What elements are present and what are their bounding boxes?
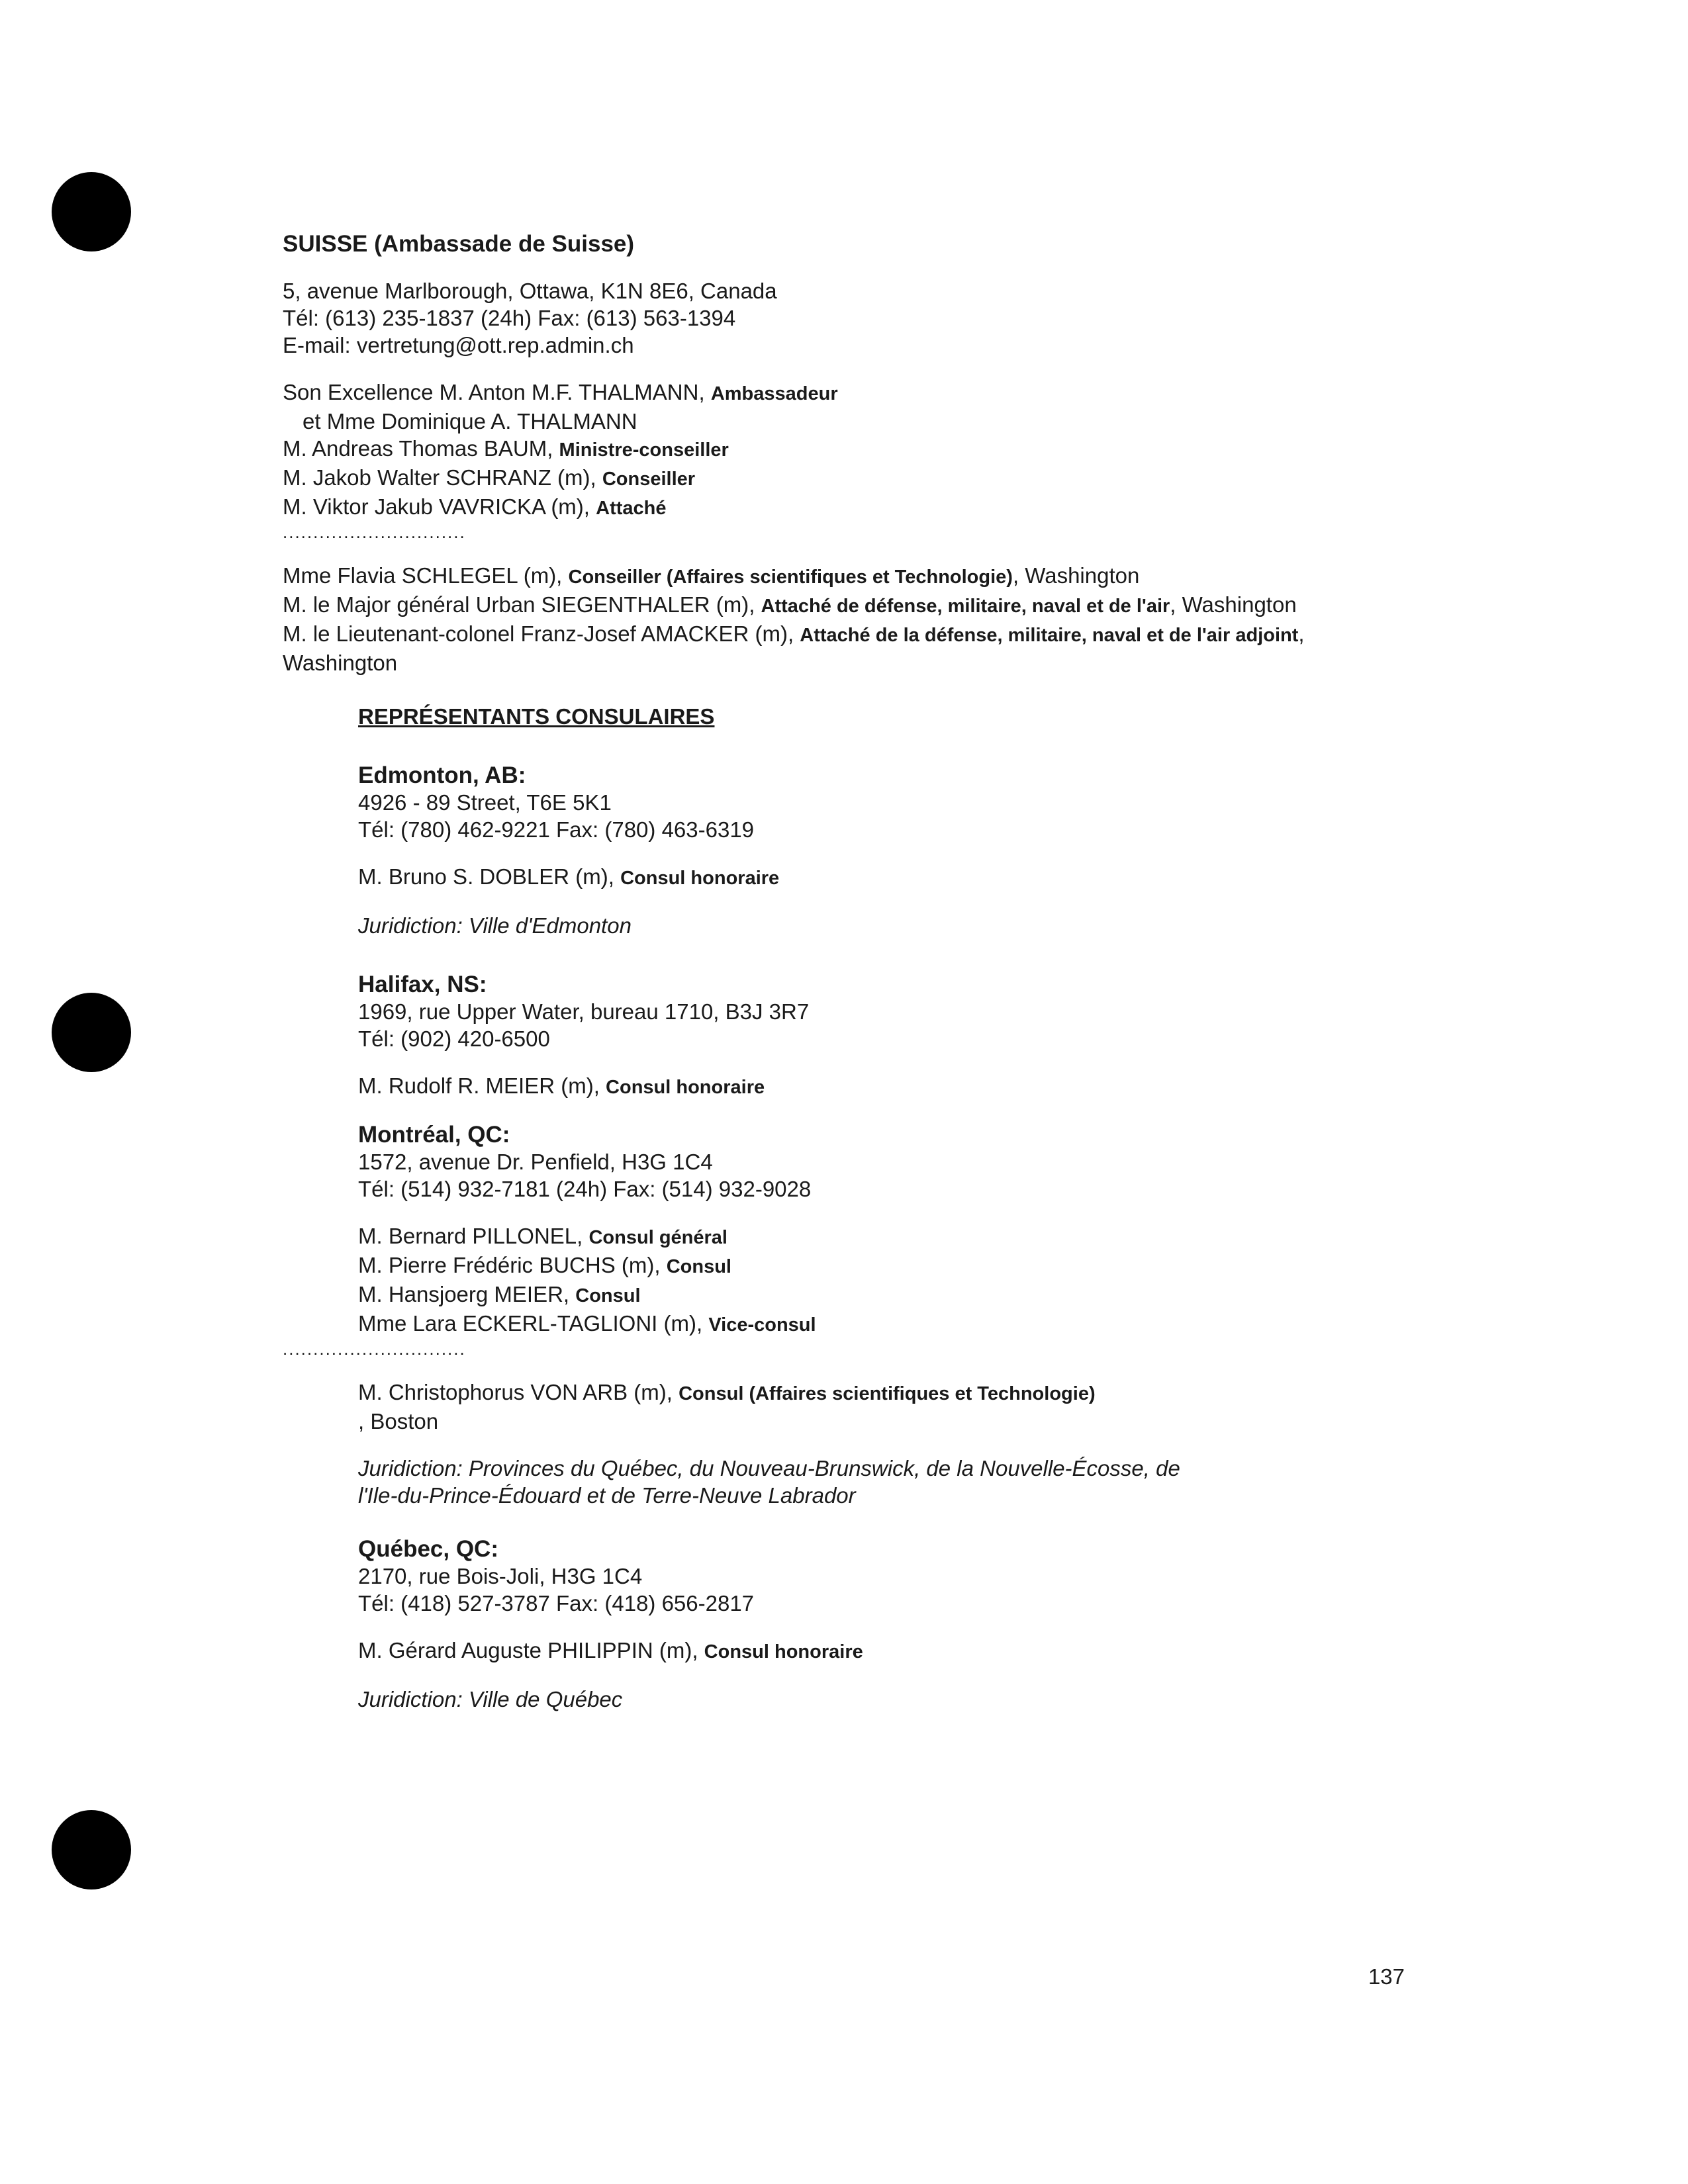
staff-entry: M. Christophorus VON ARB (m), Consul (Affaires scientifiques et Technologie) bbox=[358, 1380, 1096, 1404]
embassy-email: E-mail: vertretung@ott.rep.admin.ch bbox=[283, 333, 634, 357]
consular-section-continued bbox=[358, 1359, 1408, 1713]
staff-entry: Son Excellence M. Anton M.F. THALMANN, Ambassadeur bbox=[283, 380, 838, 404]
staff-entry: et Mme Dominique A. THALMANN bbox=[303, 409, 637, 433]
staff-entry: M. Bruno S. DOBLER (m), Consul honoraire bbox=[358, 864, 780, 889]
city-heading: Québec, QC: bbox=[358, 1536, 498, 1562]
embassy-phone: Tél: (613) 235-1837 (24h) Fax: (613) 563-1394 bbox=[283, 306, 736, 330]
consulate-phone: Tél: (514) 932-7181 (24h) Fax: (514) 932-9028 bbox=[358, 1177, 812, 1201]
binder-hole-top bbox=[52, 172, 131, 251]
city-heading: Edmonton, AB: bbox=[358, 762, 526, 788]
country-title: SUISSE (Ambassade de Suisse) bbox=[283, 231, 635, 257]
washington-staff-list bbox=[283, 562, 1408, 676]
embassy-contact bbox=[283, 277, 1408, 359]
consulate-montreal bbox=[358, 1121, 1408, 1339]
consular-section bbox=[358, 676, 1408, 1339]
staff-entry: M. Jakob Walter SCHRANZ (m), Conseiller bbox=[283, 465, 696, 490]
consulate-address: 2170, rue Bois-Joli, H3G 1C4 bbox=[358, 1564, 643, 1588]
consulate-phone: Tél: (418) 527-3787 Fax: (418) 656-2817 bbox=[358, 1591, 755, 1615]
consulate-edmonton bbox=[358, 762, 1408, 939]
staff-entry: M. Viktor Jakub VAVRICKA (m), Attaché bbox=[283, 494, 667, 519]
embassy-address: 5, avenue Marlborough, Ottawa, K1N 8E6, Canada bbox=[283, 279, 777, 303]
separator: .............................. bbox=[283, 1339, 466, 1359]
staff-entry: Washington bbox=[283, 651, 398, 675]
jurisdiction: Juridiction: Ville de Québec bbox=[358, 1687, 623, 1711]
embassy-staff-list bbox=[283, 379, 1408, 542]
jurisdiction: l'Ile-du-Prince-Édouard et de Terre-Neuve Labrador bbox=[358, 1483, 856, 1508]
consulate-address: 1572, avenue Dr. Penfield, H3G 1C4 bbox=[358, 1150, 713, 1174]
consulate-address: 1969, rue Upper Water, bureau 1710, B3J 3R7 bbox=[358, 999, 810, 1024]
staff-entry: Mme Lara ECKERL-TAGLIONI (m), Vice-consul bbox=[358, 1311, 816, 1336]
consulate-quebec bbox=[358, 1535, 1408, 1713]
binder-hole-middle bbox=[52, 993, 131, 1072]
section-title: REPRÉSENTANTS CONSULAIRES bbox=[358, 704, 715, 729]
consulate-phone: Tél: (902) 420-6500 bbox=[358, 1026, 550, 1051]
page-number: 137 bbox=[1368, 1964, 1405, 1989]
consulate-address: 4926 - 89 Street, T6E 5K1 bbox=[358, 790, 612, 815]
staff-entry: M. le Lieutenant-colonel Franz-Josef AMACKER (m), Attaché de la défense, militaire, naval et de l'air adjoint, bbox=[283, 621, 1305, 646]
city-heading: Halifax, NS: bbox=[358, 972, 487, 997]
staff-entry: M. Gérard Auguste PHILIPPIN (m), Consul honoraire bbox=[358, 1638, 863, 1662]
staff-entry: M. Hansjoerg MEIER, Consul bbox=[358, 1282, 641, 1306]
staff-entry: M. le Major général Urban SIEGENTHALER (m), Attaché de défense, militaire, naval et de l'air, Washington bbox=[283, 592, 1297, 617]
separator: .............................. bbox=[283, 522, 466, 542]
staff-entry: M. Andreas Thomas BAUM, Ministre-conseiller bbox=[283, 436, 729, 461]
staff-entry-suffix: , Boston bbox=[358, 1409, 439, 1433]
jurisdiction: Juridiction: Provinces du Québec, du Nouveau-Brunswick, de la Nouvelle-Écosse, de bbox=[358, 1456, 1180, 1480]
consulate-phone: Tél: (780) 462-9221 Fax: (780) 463-6319 bbox=[358, 817, 755, 842]
staff-entry: Mme Flavia SCHLEGEL (m), Conseiller (Affaires scientifiques et Technologie), Washington bbox=[283, 563, 1140, 588]
document-body bbox=[283, 230, 1408, 1713]
staff-entry: M. Bernard PILLONEL, Consul général bbox=[358, 1224, 727, 1248]
staff-entry: M. Pierre Frédéric BUCHS (m), Consul bbox=[358, 1253, 731, 1277]
city-heading: Montréal, QC: bbox=[358, 1122, 510, 1148]
staff-entry: M. Rudolf R. MEIER (m), Consul honoraire bbox=[358, 1073, 765, 1098]
consulate-halifax bbox=[358, 971, 1408, 1101]
jurisdiction: Juridiction: Ville d'Edmonton bbox=[358, 913, 632, 938]
binder-hole-bottom bbox=[52, 1810, 131, 1889]
